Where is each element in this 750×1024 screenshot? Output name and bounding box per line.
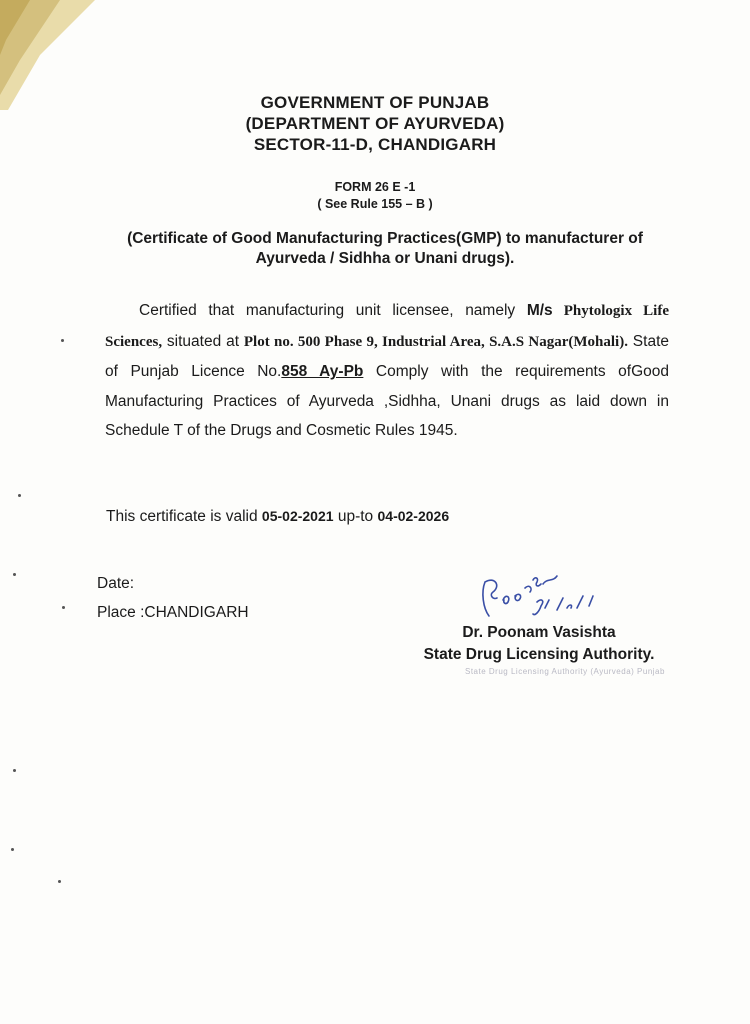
body-text: Comply with the requirements ofGood Manufacturing Practices of Ayurveda ,Sidhha, Unani drugs as laid down in Schedule T of the Drugs and Cosmetic Rules 1945. — [105, 363, 669, 439]
signatory-block — [405, 622, 673, 666]
department-header — [0, 92, 750, 155]
header-government: GOVERNMENT OF PUNJAB — [260, 93, 490, 112]
place-label: Place :CHANDIGARH — [97, 604, 249, 621]
body-ms: M/s — [526, 302, 553, 319]
margin-speck — [58, 880, 61, 883]
date-place-block — [97, 569, 249, 627]
valid-from-date: 05-02-2021 — [261, 508, 334, 524]
margin-speck — [62, 606, 65, 609]
company-name: Phytologix Life Sciences, — [105, 303, 669, 350]
header-department: (DEPARTMENT OF AYURVEDA) — [245, 114, 505, 133]
certificate-title-line2: Ayurveda / Sidhha or Unani drugs). — [255, 250, 515, 267]
valid-to-date: 04-02-2026 — [377, 508, 450, 524]
margin-speck — [13, 769, 16, 772]
signatory-title: State Drug Licensing Authority. — [423, 646, 655, 663]
margin-speck — [18, 494, 21, 497]
margin-speck — [61, 339, 64, 342]
header-address: SECTOR-11-D, CHANDIGARH — [253, 135, 497, 154]
body-text: situated at — [162, 332, 244, 350]
validity-line — [106, 508, 449, 526]
validity-prefix: This certificate is valid — [106, 508, 262, 525]
company-address: Plot no. 500 Phase 9, Industrial Area, S.A.S Nagar(Mohali). — [243, 333, 628, 350]
form-number: FORM 26 E -1 — [334, 180, 416, 194]
signatory-name: Dr. Poonam Vasishta — [462, 624, 616, 641]
validity-mid: up-to — [333, 508, 378, 525]
faint-seal-text: State Drug Licensing Authority (Ayurveda) Punjab — [465, 667, 665, 676]
margin-speck — [13, 573, 16, 576]
margin-speck — [11, 848, 14, 851]
body-text: State of Punjab Licence No. — [105, 332, 669, 380]
licence-number: 858 Ay-Pb — [281, 363, 364, 380]
certificate-title — [90, 229, 680, 269]
form-reference — [0, 179, 750, 213]
date-label: Date: — [97, 575, 135, 592]
certificate-body — [105, 296, 669, 446]
body-text: Certified that manufacturing unit licensee, namely — [139, 302, 527, 319]
certificate-title-line1: (Certificate of Good Manufacturing Practices(GMP) to manufacturer of — [127, 230, 643, 247]
handwritten-signature — [475, 570, 625, 630]
form-rule: ( See Rule 155 – B ) — [317, 197, 433, 211]
